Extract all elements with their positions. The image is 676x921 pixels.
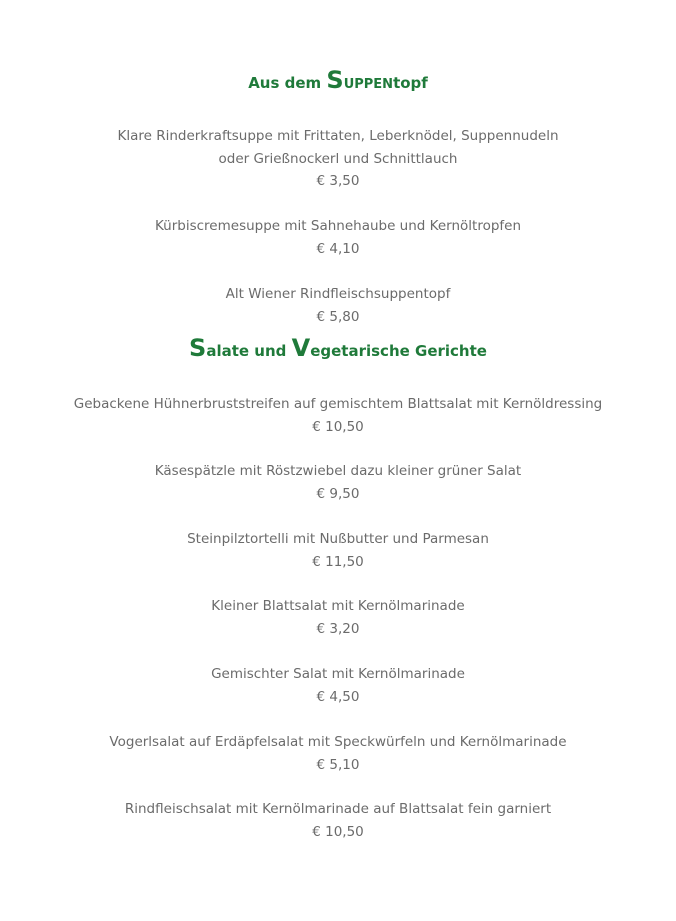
menu-item-price: € 5,10 — [316, 756, 360, 773]
menu-item-description: Klare Rinderkraftsuppe mit Frittaten, Leberknödel, Suppennudeln — [117, 128, 559, 144]
menu-item — [0, 283, 676, 328]
menu-item — [0, 595, 676, 640]
menu-item-description: Gebackene Hühnerbruststreifen auf gemischtem Blattsalat mit Kernöldressing — [73, 396, 603, 412]
menu-item-description: Alt Wiener Rindfleischsuppentopf — [225, 286, 451, 302]
menu-item-price: € 4,10 — [316, 240, 360, 257]
heading-prefix: Aus dem — [248, 74, 327, 92]
menu-item-price: € 10,50 — [312, 823, 364, 840]
menu-item-price: € 10,50 — [312, 418, 364, 435]
menu-item-description: Gemischter Salat mit Kernölmarinade — [211, 666, 465, 682]
menu-item — [0, 731, 676, 776]
menu-item-description: oder Grießnockerl und Schnittlauch — [218, 150, 458, 167]
heading-text: alate und — [206, 342, 292, 360]
menu-item — [0, 798, 676, 843]
section-heading-salads — [0, 334, 676, 362]
menu-item-price: € 9,50 — [316, 485, 360, 502]
menu-item-price: € 4,50 — [316, 688, 360, 705]
heading-initial: S — [189, 334, 207, 362]
menu-item-price: € 3,20 — [316, 620, 360, 637]
menu-item — [0, 125, 676, 193]
menu-item — [0, 528, 676, 573]
heading-initial: S — [326, 66, 344, 94]
menu-item-description: Kürbiscremesuppe mit Sahnehaube und Kernöltropfen — [154, 218, 522, 234]
menu-item — [0, 393, 676, 438]
menu-item-description: Kleiner Blattsalat mit Kernölmarinade — [211, 598, 465, 614]
menu-item — [0, 460, 676, 505]
heading-initial: V — [291, 334, 311, 362]
heading-caps: UPPEN — [343, 77, 394, 92]
heading-text: egetarische Gerichte — [310, 342, 487, 360]
menu-item-description: Steinpilztortelli mit Nußbutter und Parmesan — [187, 531, 489, 547]
section-heading-soups — [0, 66, 676, 94]
menu-item-price: € 11,50 — [312, 553, 364, 570]
heading-suffix: topf — [393, 74, 428, 92]
menu-item-description: Rindfleischsalat mit Kernölmarinade auf Blattsalat fein garniert — [124, 801, 552, 817]
menu-item-description: Käsespätzle mit Röstzwiebel dazu kleiner grüner Salat — [154, 463, 522, 479]
menu-item-description: Vogerlsalat auf Erdäpfelsalat mit Speckwürfeln und Kernölmarinade — [109, 734, 567, 750]
menu-item — [0, 663, 676, 708]
menu-item-price: € 5,80 — [316, 308, 360, 325]
menu-item-price: € 3,50 — [316, 173, 360, 189]
menu-item — [0, 215, 676, 260]
